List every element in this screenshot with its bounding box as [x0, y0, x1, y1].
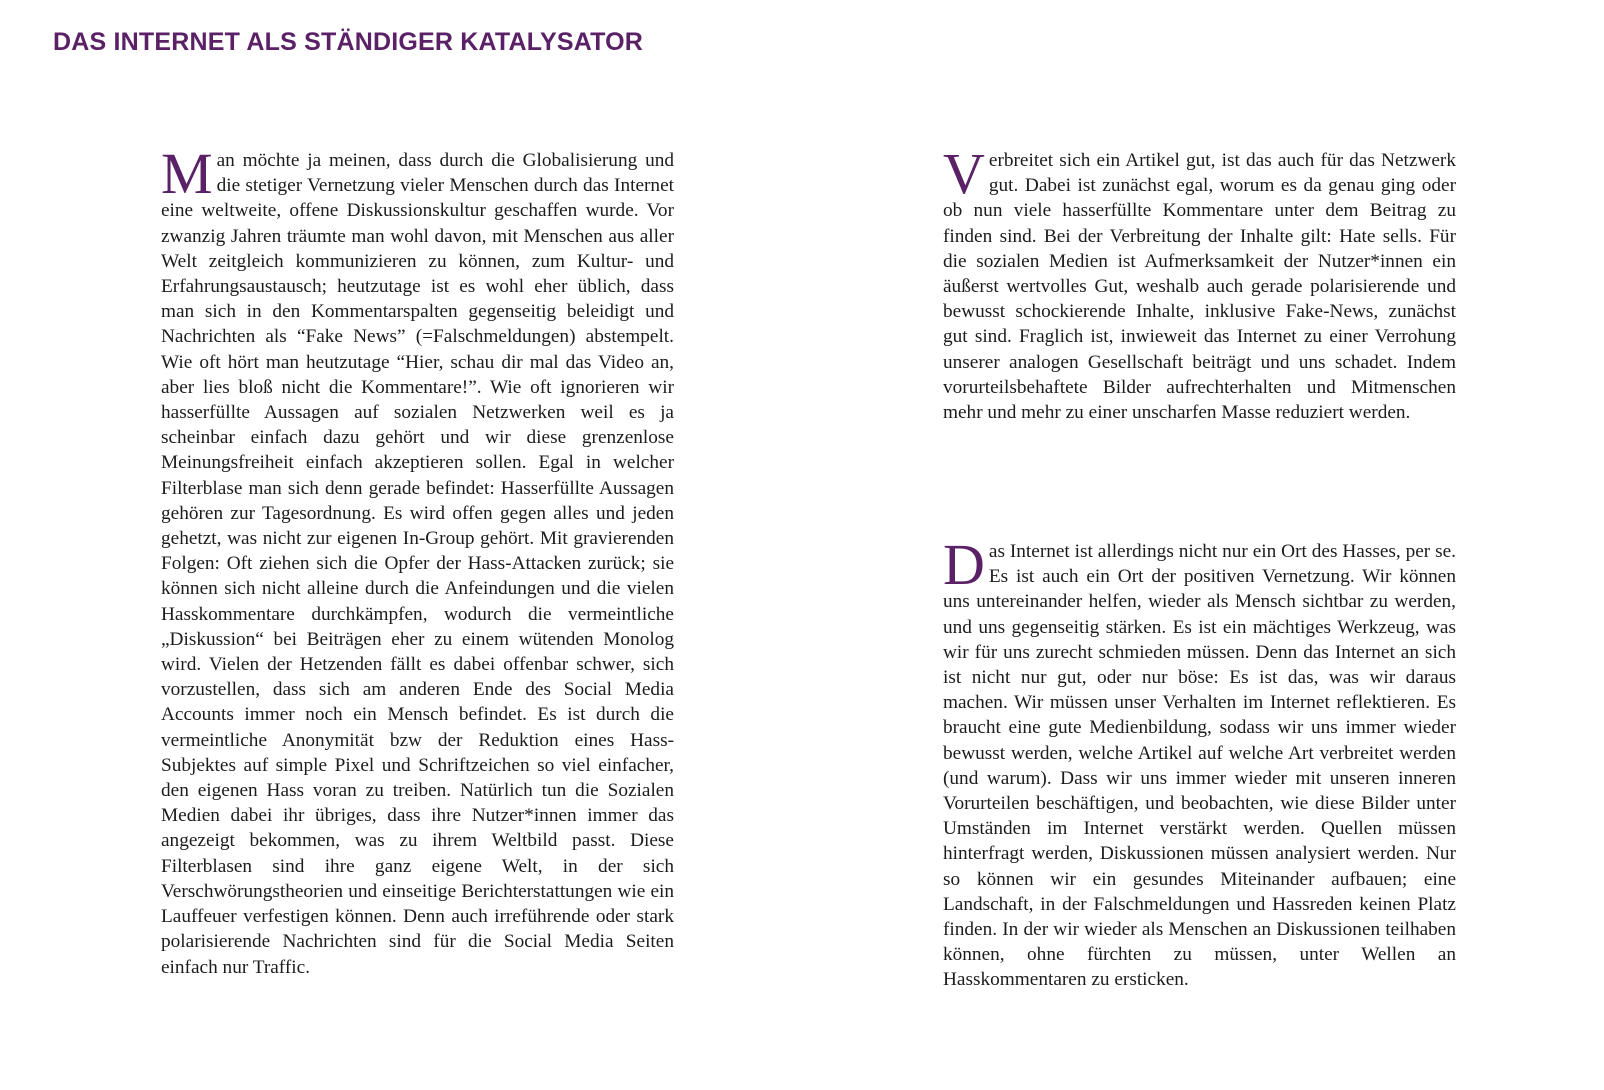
dropcap-letter: D — [943, 532, 985, 597]
left-column — [161, 141, 674, 980]
right-column-bottom — [943, 532, 1456, 993]
paragraph-text: erbreitet sich ein Artikel gut, ist das auch für das Netzwerk gut. Dabei ist zunächst egal, worum es da genau ging oder ob nun viele hasserfüllte Kommentare unter dem Beitrag zu finden sind. Bei der Verbreitung der Inhalte gilt: Hate sells. Für die sozialen Medien ist Aufmerksamkeit der Nutzer*innen ein äußerst wertvolles Gut, weshalb auch gerade polarisierende und bewusst schockierende Inhalte, inklusive Fake-News, zunächst gut sind. Fraglich ist, inwieweit das Internet zu einer Verrohung unserer analogen Gesellschaft beiträgt und uns schadet. Indem vorurteilsbehaftete Bilder aufrechterhalten und Mitmenschen mehr und mehr zu einer unscharfen Masse reduziert werden. — [943, 150, 1456, 424]
page-heading: DAS INTERNET ALS STÄNDIGER KATALYSATOR — [53, 28, 644, 56]
left-paragraph — [161, 141, 674, 980]
dropcap-letter: V — [943, 141, 985, 206]
right-paragraph-1 — [943, 141, 1456, 425]
dropcap-letter: M — [161, 141, 213, 206]
right-column-top — [943, 141, 1456, 425]
right-paragraph-2 — [943, 532, 1456, 993]
paragraph-text: as Internet ist allerdings nicht nur ein Ort des Hasses, per se. Es ist auch ein Ort der positiven Vernetzung. Wir können uns untereinander helfen, wieder als Mensch sichtbar zu werden, und uns gegenseitig stärken. Es ist ein mächtiges Werkzeug, was wir für uns zurecht schmieden müssen. Denn das Internet an sich ist nicht nur gut, oder nur böse: Es ist das, was wir daraus machen. Wir müssen unser Verhalten im Internet reflektieren. Es braucht eine gute Medienbildung, sodass wir uns immer wieder bewusst werden, welche Artikel auf welche Art verbreitet werden (und warum). Dass wir uns immer wieder mit unseren inneren Vorurteilen beschäftigen, und beobachten, wie diese Bilder unter Umständen im Internet verstärkt werden. Quellen müssen hinterfragt werden, Diskussionen müssen analysiert werden. Nur so können wir ein gesundes Miteinander aufbauen; eine Landschaft, in der Falschmeldungen und Hassreden keinen Platz finden. In der wir wieder als Menschen an Diskussionen teilhaben können, ohne fürchten zu müssen, unter Wellen an Hasskommentaren zu ersticken. — [943, 541, 1456, 991]
paragraph-text: an möchte ja meinen, dass durch die Globalisierung und die stetiger Vernetzung vieler Menschen durch das Internet eine weltweite, offene Diskussionskultur geschaffen wurde. Vor zwanzig Jahren träumte man wohl davon, mit Menschen aus aller Welt zeitgleich kommunizieren zu können, zum Kultur- und Erfahrungsaustausch; heutzutage ist es wohl eher üblich, dass man sich in den Kommentarspalten gegenseitig beleidigt und Nachrichten als “Fake News” (=Falschmeldungen) abstempelt. Wie oft hört man heutzutage “Hier, schau dir mal das Video an, aber lies bloß nicht die Kommentare!”. Wie oft ignorieren wir hasserfüllte Aussagen auf sozialen Netzwerken weil es ja scheinbar einfach dazu gehört und wir diese grenzenlose Meinungsfreiheit einfach akzeptieren sollen. Egal in welcher Filterblase man sich denn gerade befindet: Hasserfüllte Aussagen gehören zur Tagesordnung. Es wird offen gegen alles und jeden gehetzt, was nicht zur eigenen In-Group gehört. Mit gravierenden Folgen: Oft ziehen sich die Opfer der Hass-Attacken zurück; sie können sich nicht alleine durch die Anfeindungen und die vielen Hasskommentare durchkämpfen, wodurch die vermeintliche „Diskussion“ bei Beiträgen eher zu einem wütenden Monolog wird. Vielen der Hetzenden fällt es dabei offenbar schwer, sich vorzustellen, dass sich am anderen Ende des Social Media Accounts immer noch ein Mensch befindet. Es ist durch die vermeintliche Anonymität bzw der Reduktion eines Hass-Subjektes auf simple Pixel und Schriftzeichen so viel einfacher, den eigenen Hass voran zu treiben. Natürlich tun die Sozialen Medien dabei ihr übriges, dass ihre Nutzer*innen immer das angezeigt bekommen, was zu ihrem Weltbild passt. Diese Filterblasen sind ihre ganz eigene Welt, in der sich Verschwörungstheorien und einseitige Berichterstattungen wie ein Lauffeuer verfestigen können. Denn auch irreführende oder stark polarisierende Nachrichten sind für die Social Media Seiten einfach nur Traffic. — [161, 150, 674, 978]
